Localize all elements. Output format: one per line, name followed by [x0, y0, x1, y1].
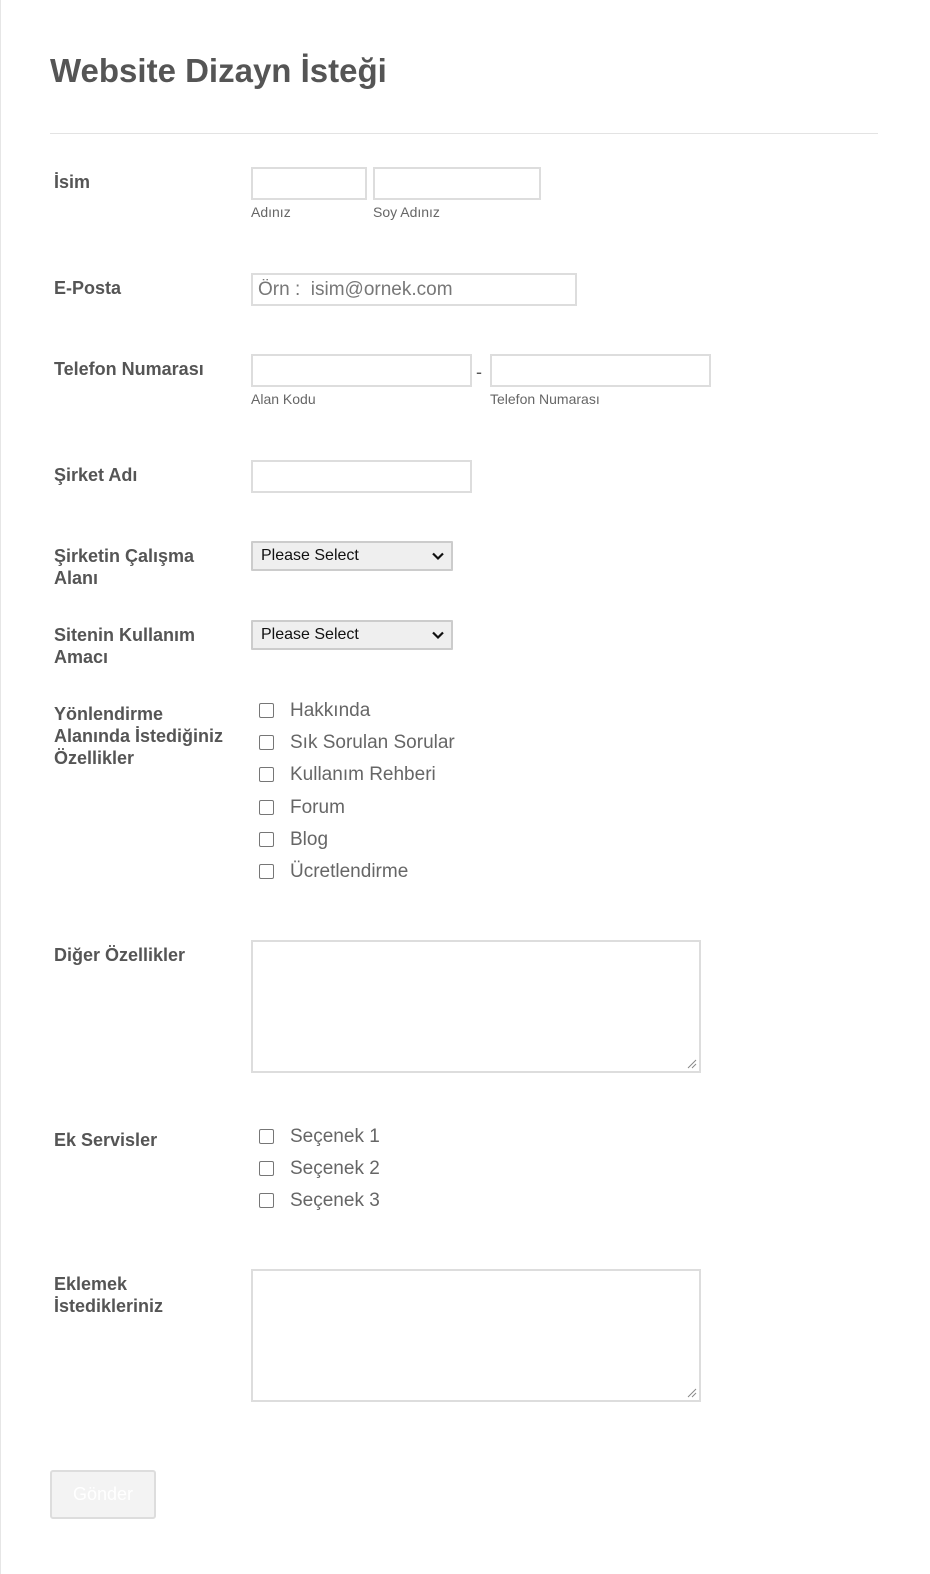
resize-grip-icon[interactable] [687, 1388, 697, 1398]
email-input[interactable] [251, 273, 577, 306]
checkbox[interactable] [259, 767, 274, 782]
purpose-select[interactable] [251, 620, 453, 650]
chevron-down-icon [431, 549, 445, 563]
checkbox[interactable] [259, 735, 274, 750]
submit-button[interactable]: Gönder [50, 1470, 156, 1519]
email-label: E-Posta [54, 278, 122, 298]
phone-number-input[interactable] [490, 354, 711, 387]
checkbox-label: Seçenek 1 [290, 1126, 380, 1147]
area-code-sublabel: Alan Kodu [251, 391, 316, 407]
chevron-down-icon [431, 628, 445, 642]
phone-number-sublabel: Telefon Numarası [490, 391, 600, 407]
checkbox[interactable] [259, 832, 274, 847]
first-name-input[interactable] [251, 167, 367, 200]
checkbox[interactable] [259, 703, 274, 718]
nav-features-label: Yönlendirme Alanında İstediğiniz Özellikler [54, 704, 224, 768]
additions-label: Eklemek İstedikleriniz [54, 1274, 164, 1316]
form-title: Website Dizayn İsteği [50, 52, 387, 89]
area-code-input[interactable] [251, 354, 472, 387]
purpose-label: Sitenin Kullanım Amacı [54, 625, 196, 667]
other-features-label: Diğer Özellikler [54, 945, 186, 965]
company-label: Şirket Adı [54, 465, 138, 485]
page-edge [0, 0, 1, 1574]
checkbox[interactable] [259, 800, 274, 815]
resize-grip-icon[interactable] [687, 1059, 697, 1069]
other-features-textarea[interactable] [251, 940, 701, 1073]
industry-select[interactable] [251, 541, 453, 571]
company-input[interactable] [251, 460, 472, 493]
checkbox[interactable] [259, 864, 274, 879]
checkbox-label: Seçenek 3 [290, 1190, 380, 1211]
checkbox-label: Hakkında [290, 700, 371, 721]
extra-services-label: Ek Servisler [54, 1130, 158, 1150]
last-name-input[interactable] [373, 167, 541, 200]
checkbox[interactable] [259, 1193, 274, 1208]
checkbox-label: Sık Sorulan Sorular [290, 732, 455, 753]
title-divider [50, 133, 878, 134]
first-name-sublabel: Adınız [251, 204, 291, 220]
phone-separator: - [476, 362, 482, 382]
industry-selected-value: Please Select [261, 547, 359, 564]
checkbox-label: Seçenek 2 [290, 1158, 380, 1179]
phone-label: Telefon Numarası [54, 359, 204, 379]
last-name-sublabel: Soy Adınız [373, 204, 440, 220]
checkbox-label: Forum [290, 797, 345, 818]
checkbox[interactable] [259, 1129, 274, 1144]
checkbox-label: Kullanım Rehberi [290, 764, 436, 785]
additions-textarea[interactable] [251, 1269, 701, 1402]
industry-label: Şirketin Çalışma Alanı [54, 546, 195, 588]
checkbox-label: Ücretlendirme [290, 861, 409, 882]
checkbox[interactable] [259, 1161, 274, 1176]
checkbox-label: Blog [290, 829, 329, 850]
name-label: İsim [54, 172, 91, 192]
purpose-selected-value: Please Select [261, 626, 359, 643]
